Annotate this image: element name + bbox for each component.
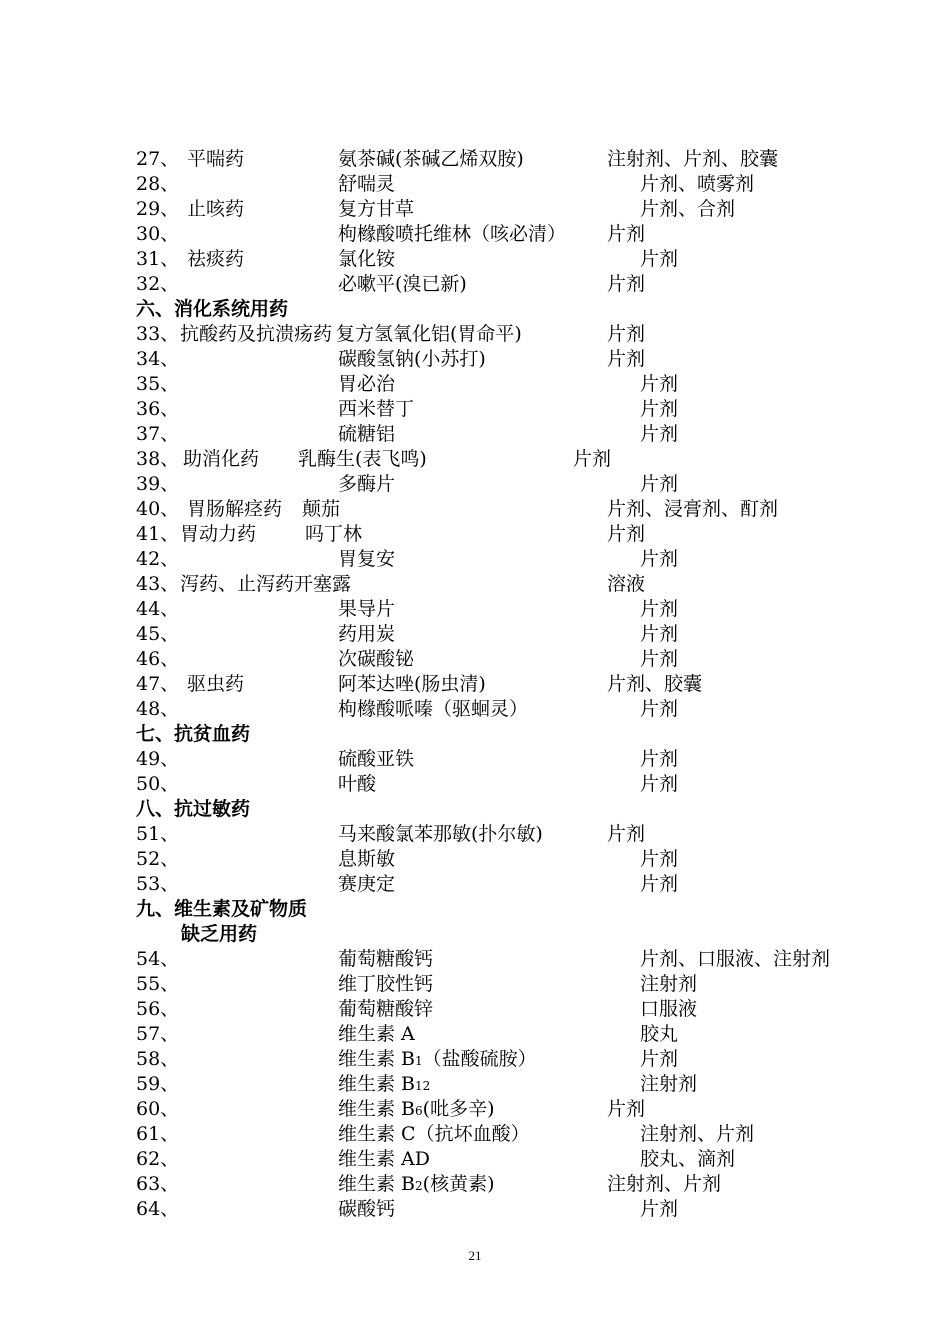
drug-name-prefix: 维生素 B (338, 1073, 416, 1095)
section-heading (0, 297, 950, 322)
table-row (0, 1147, 950, 1172)
drug-name: 葡萄糖酸锌 (338, 998, 434, 1020)
drug-category: 泻药、止泻药 (180, 573, 295, 595)
section-title: 八、抗过敏药 (136, 798, 251, 820)
row-number: 44、 (136, 598, 180, 620)
drug-category: 平喘药 (187, 148, 245, 170)
dosage-form: 片剂、胶囊 (607, 673, 703, 695)
dosage-form: 片剂 (640, 473, 679, 495)
table-row (0, 522, 950, 547)
table-row (0, 222, 950, 247)
dosage-form: 片剂、喷雾剂 (640, 173, 755, 195)
drug-category: 胃动力药 (180, 523, 257, 545)
drug-name: 葡萄糖酸钙 (338, 948, 434, 970)
dosage-form: 片剂 (607, 348, 646, 370)
row-number: 63、 (136, 1173, 180, 1195)
table-row (0, 672, 950, 697)
row-number: 33、 (136, 323, 180, 345)
row-number: 32、 (136, 273, 180, 295)
table-row (0, 1022, 950, 1047)
section-heading-continued (0, 922, 950, 947)
dosage-form: 注射剂、片剂 (640, 1123, 755, 1145)
row-number: 60、 (136, 1098, 180, 1120)
drug-name: 枸橼酸哌嗪（驱蛔灵） (338, 698, 529, 720)
row-number: 30、 (136, 223, 180, 245)
table-row (0, 1172, 950, 1197)
dosage-form: 片剂 (640, 373, 679, 395)
drug-name (338, 1172, 494, 1199)
section-heading (0, 722, 950, 747)
row-number: 46、 (136, 648, 180, 670)
dosage-form: 片剂 (607, 323, 646, 345)
drug-name: 枸橼酸喷托维林（咳必清） (338, 223, 567, 245)
table-row (0, 1197, 950, 1222)
row-number: 31、 (136, 248, 180, 270)
dosage-form: 片剂 (640, 698, 679, 720)
drug-category: 助消化药 (183, 448, 260, 470)
drug-name: 果导片 (338, 598, 396, 620)
dosage-form: 注射剂 (640, 973, 698, 995)
dosage-form: 片剂 (607, 523, 646, 545)
section-title: 九、维生素及矿物质 (136, 898, 308, 920)
table-row (0, 1097, 950, 1122)
table-row (0, 197, 950, 222)
drug-name: 西米替丁 (338, 398, 415, 420)
table-row (0, 1072, 950, 1097)
drug-name: 叶酸 (338, 773, 377, 795)
drug-name: 息斯敏 (338, 848, 396, 870)
drug-name-prefix: 维生素 B (338, 1048, 416, 1070)
dosage-form: 片剂 (640, 773, 679, 795)
drug-name: 药用炭 (338, 623, 396, 645)
dosage-form: 片剂 (640, 598, 679, 620)
row-number: 34、 (136, 348, 180, 370)
row-number: 28、 (136, 173, 180, 195)
drug-name: 马来酸氯苯那敏(扑尔敏) (338, 823, 543, 845)
dosage-form: 胶丸、滴剂 (640, 1148, 736, 1170)
table-row (0, 547, 950, 572)
dosage-form: 片剂 (640, 423, 679, 445)
drug-name: 次碳酸铋 (338, 648, 415, 670)
drug-category: 驱虫药 (187, 673, 245, 695)
row-number: 56、 (136, 998, 180, 1020)
table-row (0, 347, 950, 372)
drug-name: 碳酸氢钠(小苏打) (338, 348, 486, 370)
row-number: 61、 (136, 1123, 180, 1145)
dosage-form: 片剂 (640, 623, 679, 645)
table-row (0, 572, 950, 597)
table-row (0, 647, 950, 672)
dosage-form: 注射剂、片剂 (607, 1173, 722, 1195)
drug-name-suffix: (核黄素) (422, 1173, 495, 1195)
row-number: 58、 (136, 1048, 180, 1070)
dosage-form: 片剂 (607, 273, 646, 295)
drug-name: 硫酸亚铁 (338, 748, 415, 770)
table-row (0, 747, 950, 772)
dosage-form: 溶液 (607, 573, 646, 595)
section-heading (0, 897, 950, 922)
drug-name: 氯化铵 (338, 248, 396, 270)
drug-name-suffix: (吡多辛) (422, 1098, 495, 1120)
drug-name-prefix: 维生素 B (338, 1098, 416, 1120)
row-number: 62、 (136, 1148, 180, 1170)
row-number: 40、 (136, 498, 180, 520)
drug-name: 维丁胶性钙 (338, 973, 434, 995)
table-row (0, 447, 950, 472)
dosage-form: 片剂 (640, 873, 679, 895)
dosage-form: 片剂 (640, 748, 679, 770)
drug-name: 复方甘草 (338, 198, 415, 220)
row-number: 51、 (136, 823, 180, 845)
page-number: 21 (468, 1248, 482, 1263)
section-title-line2: 缺乏用药 (181, 923, 258, 945)
table-row (0, 847, 950, 872)
drug-name-prefix: 维生素 B (338, 1173, 416, 1195)
drug-name: 舒喘灵 (338, 173, 396, 195)
drug-name: 维生素 A (338, 1023, 415, 1045)
drug-category: 祛痰药 (187, 248, 245, 270)
dosage-form: 片剂 (640, 648, 679, 670)
table-row (0, 372, 950, 397)
table-row (0, 397, 950, 422)
drug-name: 乳酶生(表飞鸣) (298, 448, 427, 470)
section-title: 七、抗贫血药 (136, 723, 251, 745)
table-row (0, 972, 950, 997)
row-number: 29、 (136, 198, 180, 220)
drug-name: 阿苯达唑(肠虫清) (338, 673, 486, 695)
row-number: 47、 (136, 673, 180, 695)
row-number: 37、 (136, 423, 180, 445)
drug-name: 颠茄 (302, 498, 341, 520)
row-number: 41、 (136, 523, 180, 545)
dosage-form: 片剂 (640, 848, 679, 870)
dosage-form: 片剂 (607, 823, 646, 845)
row-number: 27、 (136, 148, 180, 170)
row-number: 54、 (136, 948, 180, 970)
row-number: 42、 (136, 548, 180, 570)
table-row (0, 247, 950, 272)
drug-name: 氨茶碱(茶碱乙烯双胺) (338, 148, 524, 170)
dosage-form: 片剂、合剂 (640, 198, 736, 220)
row-number: 48、 (136, 698, 180, 720)
row-number: 49、 (136, 748, 180, 770)
drug-name: 赛庚定 (338, 873, 396, 895)
table-row (0, 997, 950, 1022)
row-number: 53、 (136, 873, 180, 895)
row-number: 50、 (136, 773, 180, 795)
table-row (0, 697, 950, 722)
drug-name: 必嗽平(溴已新) (338, 273, 467, 295)
drug-name (338, 1072, 430, 1099)
row-number: 52、 (136, 848, 180, 870)
dosage-form: 片剂、口服液、注射剂 (640, 948, 831, 970)
drug-name: 多酶片 (338, 473, 396, 495)
section-title: 六、消化系统用药 (136, 298, 289, 320)
drug-name: 胃必治 (338, 373, 396, 395)
row-number: 35、 (136, 373, 180, 395)
row-number: 64、 (136, 1198, 180, 1220)
drug-name: 维生素 AD (338, 1148, 430, 1170)
dosage-form: 片剂 (640, 1198, 679, 1220)
drug-name: 复方氢氧化铝(胃命平) (336, 323, 522, 345)
row-number: 59、 (136, 1073, 180, 1095)
drug-name: 开塞露 (294, 573, 352, 595)
drug-name-suffix: （盐酸硫胺） (422, 1048, 537, 1070)
drug-name: 硫糖铝 (338, 423, 396, 445)
vitamin-subscript: 12 (415, 1079, 431, 1093)
table-row (0, 1047, 950, 1072)
dosage-form: 注射剂、片剂、胶囊 (607, 148, 779, 170)
table-row (0, 422, 950, 447)
dosage-form: 片剂、浸膏剂、酊剂 (607, 498, 779, 520)
table-row (0, 472, 950, 497)
table-row (0, 272, 950, 297)
table-row (0, 822, 950, 847)
row-number: 36、 (136, 398, 180, 420)
dosage-form: 片剂 (640, 398, 679, 420)
drug-name: 碳酸钙 (338, 1198, 396, 1220)
vitamin-subscript: 2 (415, 1179, 423, 1193)
dosage-form: 片剂 (640, 248, 679, 270)
dosage-form: 注射剂 (640, 1073, 698, 1095)
table-row (0, 1122, 950, 1147)
row-number: 55、 (136, 973, 180, 995)
dosage-form: 片剂 (607, 1098, 646, 1120)
row-number: 57、 (136, 1023, 180, 1045)
vitamin-subscript: 6 (415, 1104, 423, 1118)
drug-name: 吗丁林 (305, 523, 363, 545)
table-row (0, 947, 950, 972)
dosage-form: 片剂 (640, 548, 679, 570)
table-row (0, 172, 950, 197)
drug-name: 胃复安 (338, 548, 396, 570)
dosage-form: 片剂 (573, 448, 612, 470)
section-heading (0, 797, 950, 822)
drug-name: 维生素 C（抗坏血酸） (338, 1123, 530, 1145)
table-row (0, 497, 950, 522)
table-row (0, 622, 950, 647)
table-row (0, 597, 950, 622)
dosage-form: 胶丸 (640, 1023, 679, 1045)
row-number: 39、 (136, 473, 180, 495)
table-row (0, 147, 950, 172)
vitamin-subscript: 1 (415, 1054, 423, 1068)
table-row (0, 772, 950, 797)
table-row (0, 872, 950, 897)
row-number: 43、 (136, 573, 180, 595)
drug-name (338, 1097, 494, 1124)
dosage-form: 片剂 (640, 1048, 679, 1070)
dosage-form: 片剂 (607, 223, 646, 245)
row-number: 38、 (136, 448, 180, 470)
table-row (0, 322, 950, 347)
dosage-form: 口服液 (640, 998, 698, 1020)
drug-category: 止咳药 (187, 198, 245, 220)
row-number: 45、 (136, 623, 180, 645)
drug-category: 抗酸药及抗溃疡药 (180, 323, 333, 345)
drug-name (338, 1047, 537, 1074)
drug-category: 胃肠解痉药 (187, 498, 283, 520)
